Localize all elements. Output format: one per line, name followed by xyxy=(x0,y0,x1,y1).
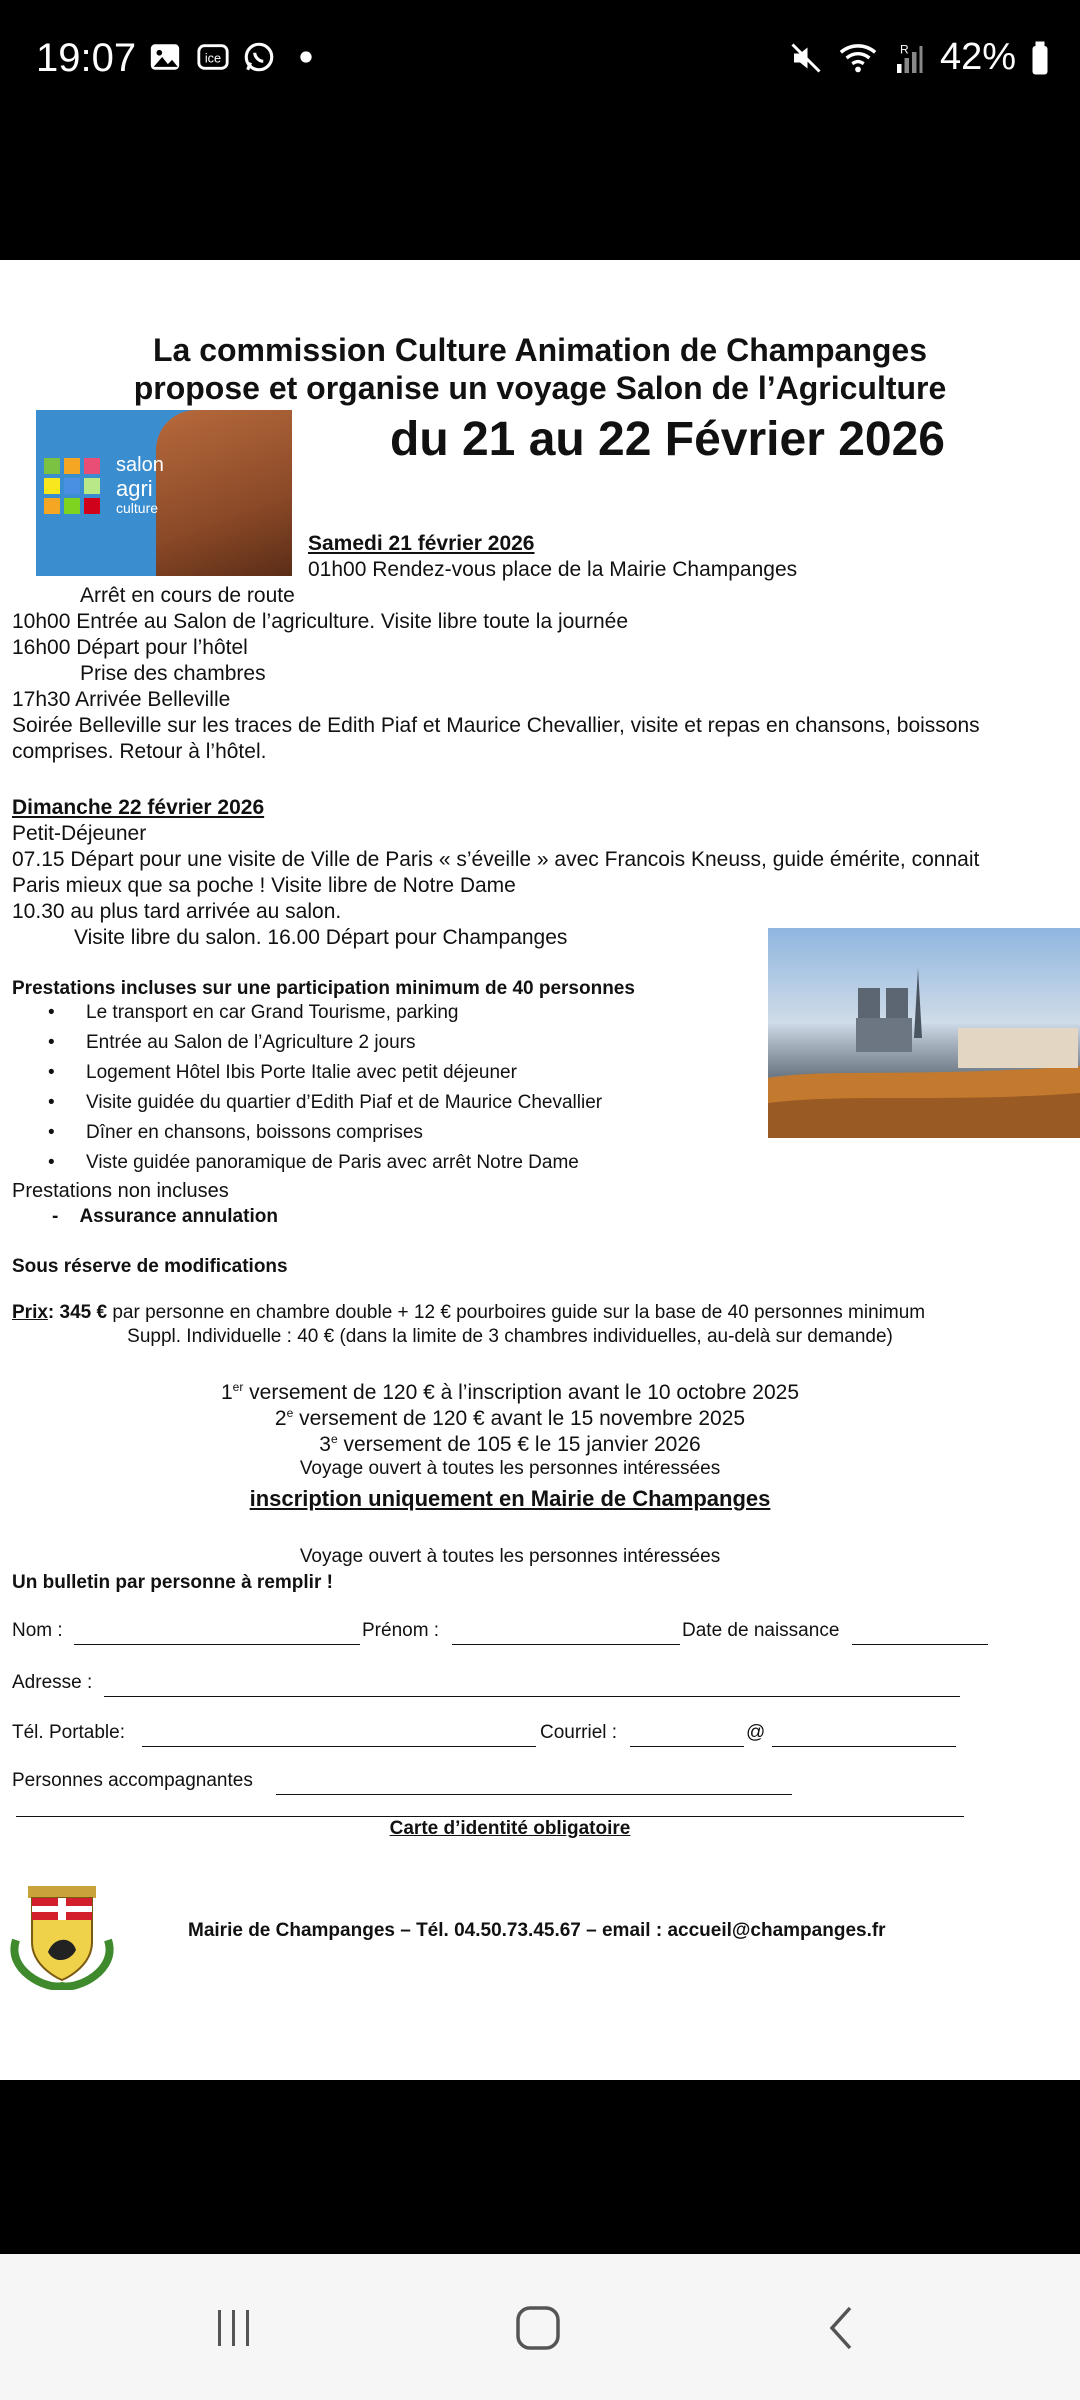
payment-2: 2e versement de 120 € avant le 15 novembre 2025 xyxy=(274,1406,746,1430)
recents-icon[interactable] xyxy=(204,2298,264,2358)
cow-illustration xyxy=(156,410,292,576)
champanges-crest-logo xyxy=(6,1880,118,1990)
flyer-document xyxy=(0,260,1080,2080)
flyer-title-2: propose et organise un voyage Salon de l’Agriculture xyxy=(133,370,947,406)
day1-heading: Samedi 21 février 2026 xyxy=(308,532,535,555)
form-adresse-line xyxy=(104,1696,960,1697)
day2-line: Paris mieux que sa poche ! Visite libre de Notre Dame xyxy=(12,874,516,897)
day2-line: Visite libre du salon. 16.00 Départ pour Champanges xyxy=(74,926,568,949)
inscription-note: inscription uniquement en Mairie de Champanges xyxy=(249,1486,771,1511)
paris-notre-dame-image xyxy=(768,928,1080,1138)
day2-line: 10.30 au plus tard arrivée au salon. xyxy=(12,900,342,923)
navigation-bar xyxy=(0,2254,1080,2400)
included-item: • Viste guidée panoramique de Paris avec arrêt Notre Dame xyxy=(86,1152,579,1174)
form-nom-line xyxy=(74,1644,360,1645)
supplement-line: Suppl. Individuelle : 40 € (dans la limite de 3 chambres individuelles, au-delà sur demande) xyxy=(127,1326,893,1347)
gallery-icon xyxy=(148,40,182,74)
reserve-note: Sous réserve de modifications xyxy=(12,1256,288,1277)
status-bar xyxy=(0,0,1080,120)
salon-agriculture-image xyxy=(36,410,292,576)
form-prenom-label: Prénom : xyxy=(362,1620,440,1641)
form-naissance-label: Date de naissance xyxy=(682,1620,840,1641)
form-tel-label: Tél. Portable: xyxy=(12,1722,125,1743)
flyer-title-1: La commission Culture Animation de Champanges xyxy=(152,332,928,368)
battery-percent: 42% xyxy=(939,36,1016,78)
open-to-all-note-2: Voyage ouvert à toutes les personnes intéressées xyxy=(299,1546,721,1567)
day2-heading: Dimanche 22 février 2026 xyxy=(12,796,265,819)
ice-icon xyxy=(196,40,230,74)
included-item: • Visite guidée du quartier d’Edith Piaf et de Maurice Chevallier xyxy=(86,1092,602,1114)
form-tel-line xyxy=(142,1746,536,1747)
open-to-all-note: Voyage ouvert à toutes les personnes intéressées xyxy=(299,1458,721,1479)
id-required-note: Carte d’identité obligatoire xyxy=(389,1818,631,1839)
form-nom-label: Nom : xyxy=(12,1620,63,1641)
included-heading: Prestations incluses sur une participation minimum de 40 personnes xyxy=(12,978,635,999)
status-right xyxy=(788,36,1050,79)
form-at-sign: @ xyxy=(746,1722,766,1743)
status-time: 19:07 xyxy=(36,36,137,80)
day1-line: Prise des chambres xyxy=(80,662,266,685)
payment-1: 1er versement de 120 € à l’inscription avant le 10 octobre 2025 xyxy=(220,1380,800,1404)
dot-icon xyxy=(296,40,316,74)
form-prenom-line xyxy=(452,1644,680,1645)
notre-dame-illustration xyxy=(768,928,1080,1138)
day2-line: 07.15 Départ pour une visite de Ville de Paris « s’éveille » avec Francois Kneuss, guide émérite, connait xyxy=(12,848,980,871)
day1-line: 16h00 Départ pour l’hôtel xyxy=(12,636,248,659)
mute-icon xyxy=(788,40,824,76)
form-courriel-label: Courriel : xyxy=(540,1722,618,1743)
day1-line: 01h00 Rendez-vous place de la Mairie Champanges xyxy=(308,558,798,581)
day1-line: comprises. Retour à l’hôtel. xyxy=(12,740,267,763)
form-courriel-line-1 xyxy=(630,1746,744,1747)
price-line: Prix: 345 € par personne en chambre double + 12 € pourboires guide sur la base de 40 personnes minimum xyxy=(12,1302,926,1323)
svg-text:R: R xyxy=(899,42,909,56)
bulletin-note: Un bulletin par personne à remplir ! xyxy=(12,1572,333,1593)
form-accomp-line xyxy=(276,1794,792,1795)
flyer-date-range: du 21 au 22 Février 2026 xyxy=(390,413,945,466)
day1-line: 17h30 Arrivée Belleville xyxy=(12,688,231,711)
signal-icon xyxy=(892,40,926,76)
included-item: • Dîner en chansons, boissons comprises xyxy=(86,1122,423,1144)
not-included-item: - Assurance annulation xyxy=(52,1206,278,1227)
salon-logo: salon agri culture xyxy=(44,458,174,548)
back-icon[interactable] xyxy=(812,2298,872,2358)
day1-line: Arrêt en cours de route xyxy=(80,584,295,607)
form-adresse-label: Adresse : xyxy=(12,1672,93,1693)
battery-icon xyxy=(1030,40,1050,76)
included-item: • Entrée au Salon de l’Agriculture 2 jours xyxy=(86,1032,416,1054)
form-extra-line xyxy=(16,1816,964,1817)
included-item: • Logement Hôtel Ibis Porte Italie avec petit déjeuner xyxy=(86,1062,517,1084)
wifi-icon xyxy=(838,40,878,76)
footer-contact: Mairie de Champanges – Tél. 04.50.73.45.67 – email : accueil@champanges.fr xyxy=(188,1920,886,1941)
form-accomp-label: Personnes accompagnantes xyxy=(12,1770,253,1791)
included-item: • Le transport en car Grand Tourisme, parking xyxy=(86,1002,458,1024)
whatsapp-icon xyxy=(242,40,276,74)
day1-line: Soirée Belleville sur les traces de Edith Piaf et Maurice Chevallier, visite et repas en chansons, boissons xyxy=(12,714,980,737)
day2-line: Petit-Déjeuner xyxy=(12,822,147,845)
home-icon[interactable] xyxy=(508,2298,568,2358)
not-included-heading: Prestations non incluses xyxy=(12,1180,229,1202)
day1-line: 10h00 Entrée au Salon de l’agriculture. Visite libre toute la journée xyxy=(12,610,629,633)
svg-text:ice: ice xyxy=(204,50,222,66)
form-courriel-line-2 xyxy=(772,1746,956,1747)
form-naissance-line xyxy=(852,1644,988,1645)
payment-3: 3e versement de 105 € le 15 janvier 2026 xyxy=(319,1432,701,1456)
